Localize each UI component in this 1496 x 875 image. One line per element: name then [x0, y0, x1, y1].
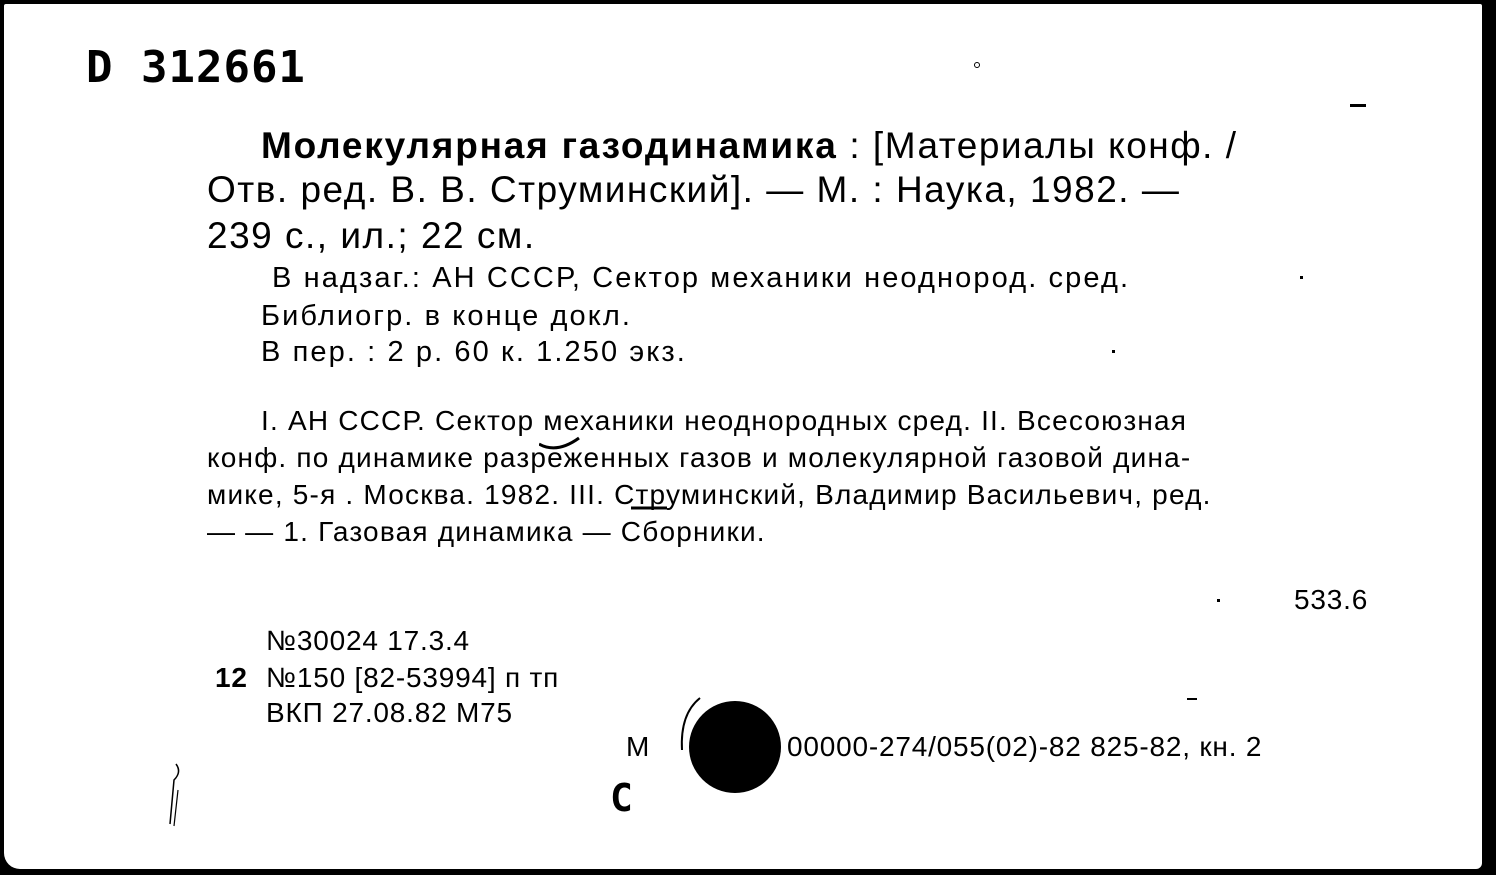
accession-line-1: №30024 17.3.4	[266, 625, 470, 656]
handwritten-underline-mark	[539, 432, 1219, 522]
note-3: В пер. : 2 р. 60 к. 1.250 экз.	[261, 336, 687, 368]
lead-line-1-rest: : [Материалы конф. /	[837, 125, 1238, 166]
book-title: Молекулярная газодинамика	[261, 125, 838, 166]
m-letter: М	[626, 731, 651, 762]
lead-line-2: Отв. ред. В. В. Струминский]. — М. : Наука, 1982. —	[207, 169, 1181, 210]
classification-code: 00000-274/055(02)-82 825-82, кн. 2	[787, 731, 1263, 762]
accession-line-2: №150 [82-53994] п тп	[266, 662, 560, 693]
punch-hole-edge	[674, 694, 704, 754]
lead-line-3: 239 с., ил.; 22 см.	[207, 215, 536, 256]
tracing-line-4: — — 1. Газовая динамика — Сборники.	[207, 516, 766, 547]
c-letter: C	[610, 776, 633, 820]
note-2: Библиогр. в конце докл.	[261, 300, 633, 332]
call-number: D 312661	[86, 42, 306, 93]
accession-line-3: ВКП 27.08.82 М75	[266, 697, 513, 728]
note-1: В надзаг.: АН СССР, Сектор механики неоднород. сред.	[272, 262, 1131, 294]
tracing-line-3: мике, 5-я . Москва. 1982. III. Струминский, Владимир Васильевич, ред.	[207, 479, 1212, 510]
udc-number: 533.6	[1294, 584, 1369, 615]
pencil-mark	[160, 760, 190, 830]
copies-count: 12	[215, 662, 248, 693]
tracing-line-2: конф. по динамике разреженных газов и молекулярной газовой дина-	[207, 442, 1192, 473]
tracing-line-1: I. АН СССР. Сектор механики неоднородных сред. II. Всесоюзная	[261, 405, 1188, 436]
lead-line-1	[261, 126, 1238, 166]
catalog-card	[4, 4, 1482, 869]
